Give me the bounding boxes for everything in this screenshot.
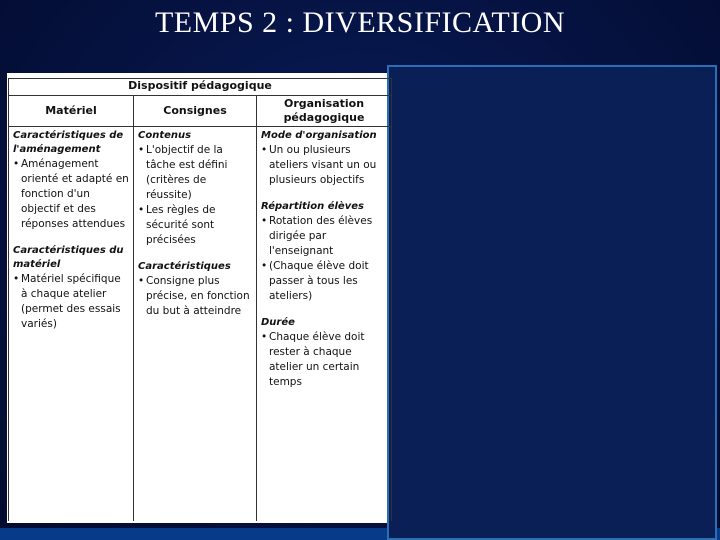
- list-item: • Aménagement orienté et adapté en fonction d'un objectif et des réponses attendues: [13, 157, 130, 232]
- section-heading: Caractéristiques de l'aménagement: [13, 130, 124, 155]
- list-item: • Chaque élève doit rester à chaque atelier un certain temps: [261, 330, 388, 390]
- blue-panel: [387, 65, 717, 540]
- section-list: [261, 143, 388, 188]
- list-item: • (Chaque élève doit passer à tous les ateliers): [261, 259, 388, 304]
- slide-title: TEMPS 2 : DIVERSIFICATION: [154, 6, 566, 39]
- section-heading: Mode d'organisation: [261, 130, 377, 141]
- section-list: [13, 272, 130, 332]
- table-header: Dispositif pédagogique: [9, 79, 392, 96]
- section-heading: Caractéristiques: [138, 261, 231, 272]
- section-list: [138, 143, 253, 248]
- section-list: [138, 274, 253, 319]
- section-list: [261, 330, 388, 390]
- column-organisation: [257, 127, 392, 522]
- section-list: [13, 157, 130, 232]
- list-item: • L'objectif de la tâche est défini (critères de réussite): [138, 143, 253, 203]
- column-header-consignes: Consignes: [134, 96, 257, 127]
- list-item: • Matériel spécifique à chaque atelier (permet des essais variés): [13, 272, 130, 332]
- list-item: • Un ou plusieurs ateliers visant un ou plusieurs objectifs: [261, 143, 388, 188]
- section-heading: Répartition élèves: [261, 201, 364, 212]
- section-list: [261, 214, 388, 304]
- column-materiel: [9, 127, 134, 522]
- column-consignes: [134, 127, 257, 522]
- column-header-organisation: Organisation pédagogique: [257, 96, 392, 127]
- list-item: • Consigne plus précise, en fonction du but à atteindre: [138, 274, 253, 319]
- dispositif-table: [8, 78, 392, 521]
- list-item: • Rotation des élèves dirigée par l'enseignant: [261, 214, 388, 259]
- section-heading: Durée: [261, 317, 295, 328]
- column-header-materiel: Matériel: [9, 96, 134, 127]
- list-item: • Les règles de sécurité sont précisées: [138, 203, 253, 248]
- section-heading: Contenus: [138, 130, 192, 141]
- section-heading: Caractéristiques du matériel: [13, 245, 124, 270]
